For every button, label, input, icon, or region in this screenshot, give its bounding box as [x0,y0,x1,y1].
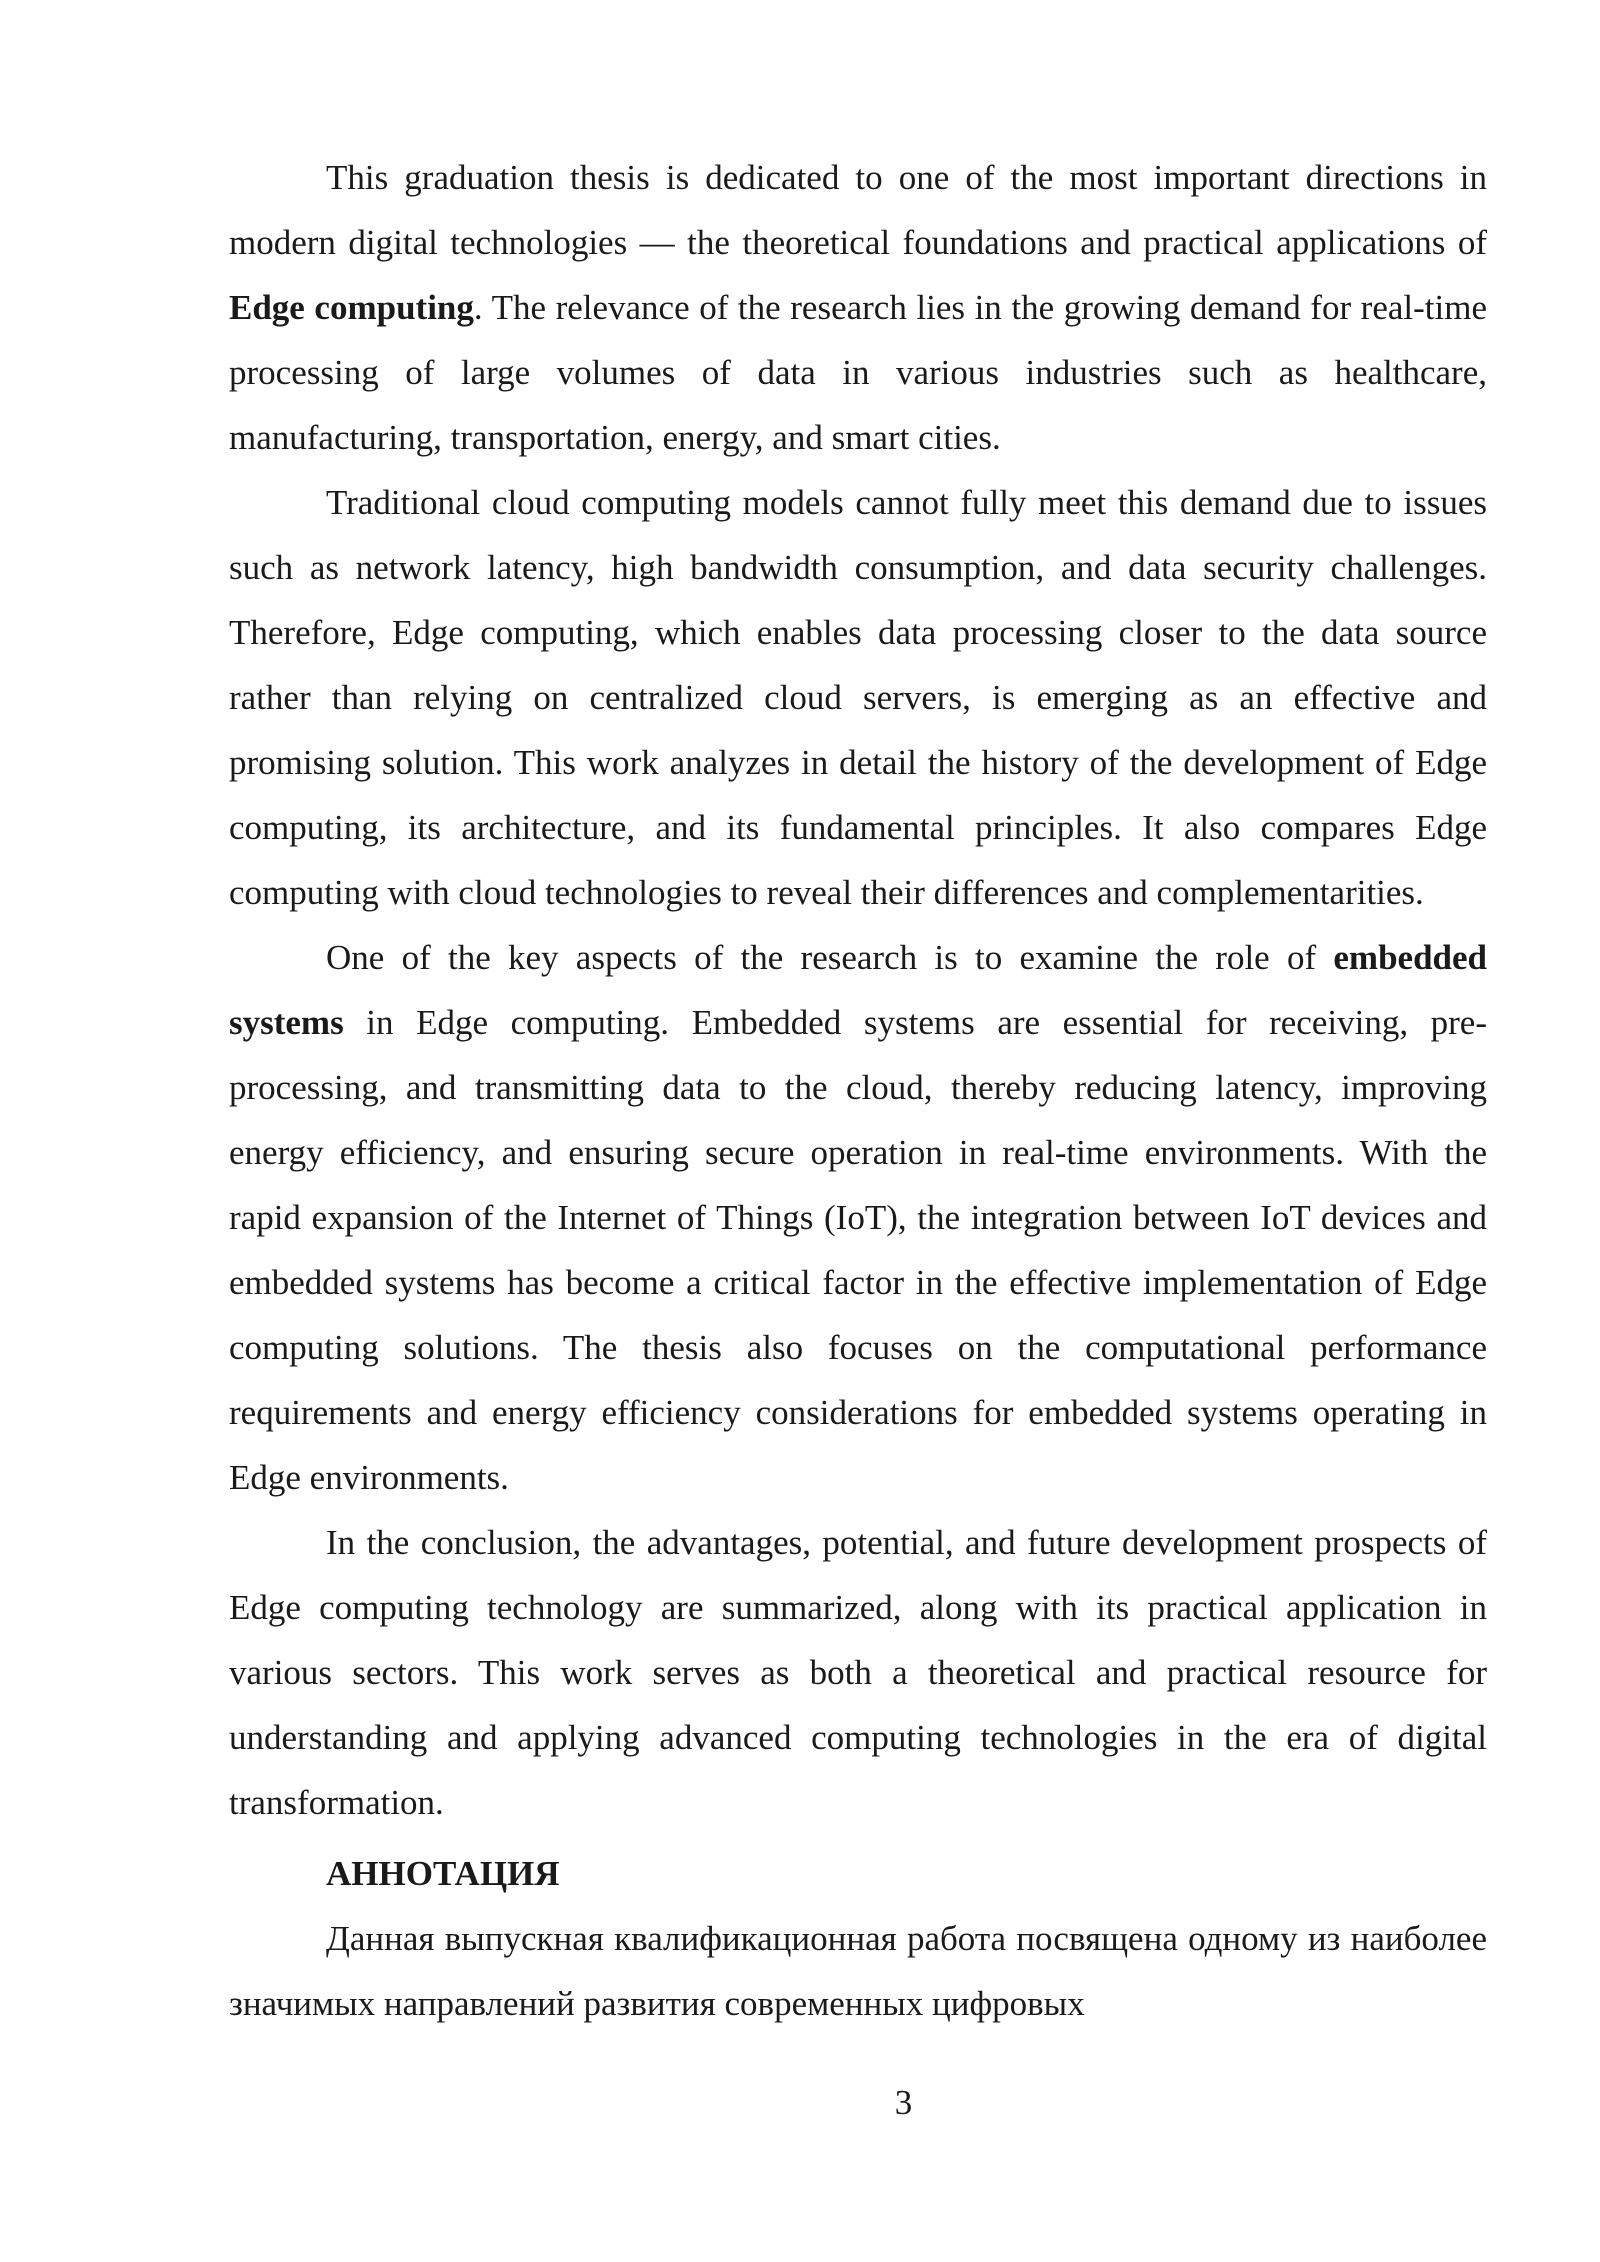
embedded-systems-bold: embedded systems [229,938,1487,1042]
annotation-heading: АННОТАЦИЯ [326,1854,560,1893]
paragraph-embedded-systems [229,925,1487,1510]
paragraph-conclusion: In the conclusion, the advantages, potential, and future development prospects of Edge computing technology are summarized, along with its practical application in various sectors. This work serves as both a theoretical and practical resource for understanding and applying advanced computing technologies in the era of digital transformation. [229,1523,1487,1822]
paragraph-cloud-models: Traditional cloud computing models cannot fully meet this demand due to issues such as network latency, high bandwidth consumption, and data security challenges. Therefore, Edge computing, which enables data processing closer to the data source rather than relying on centralized cloud servers, is emerging as an effective and promising solution. This work analyzes in detail the history of the development of Edge computing, its architecture, and its fundamental principles. It also compares Edge computing with cloud technologies to reveal their differences and complementarities. [229,483,1487,912]
annotation-paragraph: Данная выпускная квалификационная работа посвящена одному из наиболее значимых направлений развития современных цифровых [229,1919,1487,2023]
edge-computing-bold: Edge computing [229,288,474,327]
embedded-text-start: One of the key aspects of the research is to examine the role of [326,938,1334,977]
embedded-text-end: in Edge computing. Embedded systems are essential for receiving, pre-processing, and transmitting data to the cloud, thereby reducing latency, improving energy efficiency, and ensuring secure operation in real-time environments. With the rapid expansion of the Internet of Things (IoT), the integration between IoT devices and embedded systems has become a critical factor in the effective implementation of Edge computing solutions. The thesis also focuses on the computational performance requirements and energy efficiency considerations for embedded systems operating in Edge environments. [229,1003,1487,1497]
intro-text-end: . The relevance of the research lies in the growing demand for real-time processing of large volumes of data in various industries such as healthcare, manufacturing, transportation, energy, and smart cities. [229,288,1487,457]
page-number: 3 [894,2083,913,2122]
paragraph-intro [229,145,1487,470]
document-page [229,145,1487,2036]
annotation-text-clip [229,1906,1487,2036]
intro-text-start: This graduation thesis is dedicated to one of the most important directions in modern digital technologies — the theoretical foundations and practical applications of [229,158,1487,262]
